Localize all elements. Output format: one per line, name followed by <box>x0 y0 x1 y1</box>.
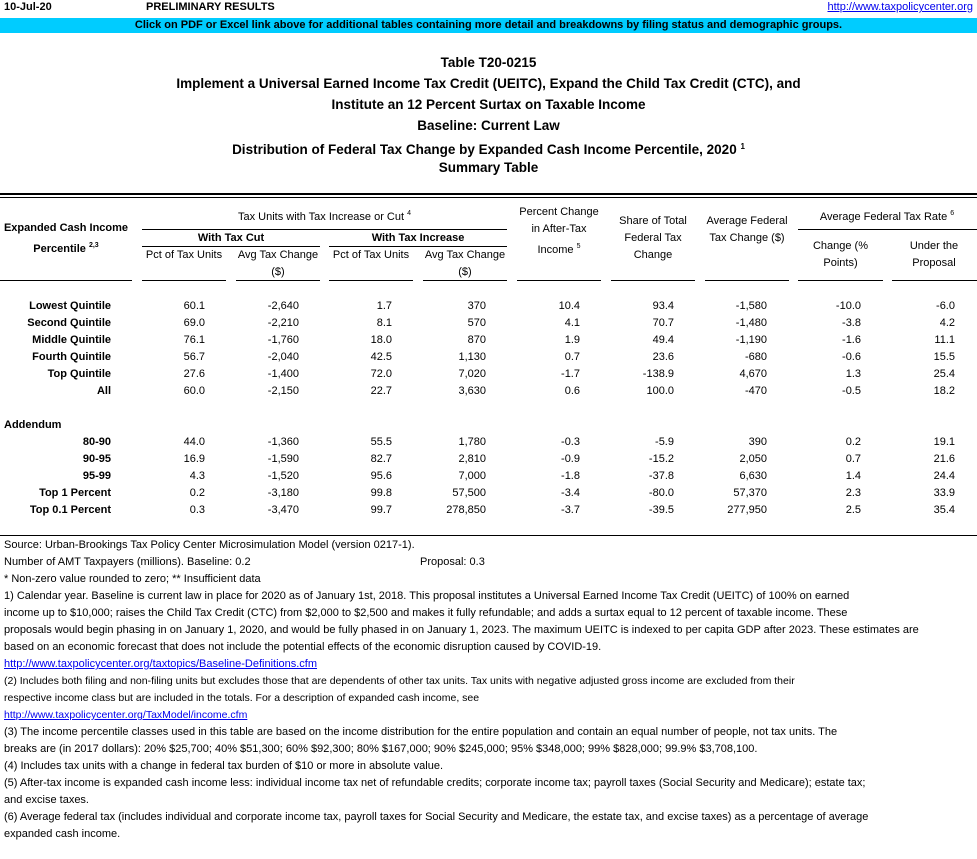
table-cell: -2,150 <box>267 385 299 397</box>
table-row <box>0 502 977 519</box>
col-rule <box>329 280 413 281</box>
table-cell: 6,630 <box>739 470 767 482</box>
table-cell: 60.0 <box>183 385 205 397</box>
footnote-6: (6) Average federal tax (includes individual and corporate income tax, payroll taxes for Social Security and Medicare, the estate tax, and excise taxes) as a percentage of average <box>4 811 869 823</box>
table-cell: 1.9 <box>564 334 580 346</box>
table-row <box>0 485 977 502</box>
row-label: Lowest Quintile <box>29 300 111 312</box>
row-label: 90-95 <box>82 453 111 465</box>
summary-label: Summary Table <box>438 160 539 175</box>
table-cell: -3.4 <box>561 487 580 499</box>
table-title-block <box>0 52 977 178</box>
table-cell: -39.5 <box>648 504 674 516</box>
table-subtitle: Distribution of Federal Tax Change by Expanded Cash Income Percentile, 2020 $^1$ <box>232 142 745 157</box>
table-cell: 2,810 <box>458 453 486 465</box>
table-cell: 0.3 <box>189 504 205 516</box>
table-cell: -80.0 <box>648 487 674 499</box>
table-cell: 7,000 <box>458 470 486 482</box>
table-cell: 57,500 <box>452 487 486 499</box>
col-rule <box>892 280 977 281</box>
table-cell: 35.4 <box>933 504 955 516</box>
footnote-2: respective income class but are included in the totals. For a description of expanded cash income, see <box>4 692 480 704</box>
site-link[interactable]: http://www.taxpolicycenter.org <box>827 1 973 13</box>
amt-note: Number of AMT Taxpayers (millions). Baseline: 0.2 <box>4 556 251 568</box>
baseline-definitions-link[interactable]: http://www.taxpolicycenter.org/taxtopics/Baseline-Definitions.cfm <box>4 658 318 670</box>
table-cell: 570 <box>467 317 486 329</box>
group-tax-units: Tax Units with Tax Increase or Cut $^4$ <box>237 210 412 223</box>
table-row <box>0 451 977 468</box>
table-cell: -2,640 <box>267 300 299 312</box>
col-rate-under: Under the Proposal <box>909 240 959 269</box>
table-cell: 4.2 <box>939 317 955 329</box>
footnote-3: breaks are (in 2017 dollars): 20% $25,700; 40% $51,300; 60% $92,300; 80% $167,000; 90% $245,000; 95% $348,000; 99% $828,000; 99.9% $3,708,100. <box>4 743 758 755</box>
header-rule-top <box>0 193 977 195</box>
baseline-label: Baseline: Current Law <box>417 118 560 133</box>
footnote-6: expanded cash income. <box>4 828 121 840</box>
col-percentile: Expanded Cash Income Percentile $^{2,3}$ <box>3 222 129 255</box>
table-cell: 0.2 <box>845 436 861 448</box>
row-label: Top Quintile <box>47 368 111 380</box>
table-cell: 4,670 <box>739 368 767 380</box>
table-cell: 100.0 <box>646 385 674 397</box>
table-cell: 93.4 <box>652 300 674 312</box>
table-cell: 390 <box>748 436 767 448</box>
col-avg-change-inc: Avg Tax Change ($) <box>424 249 506 278</box>
table-cell: -0.5 <box>842 385 861 397</box>
table-cell: 2,050 <box>739 453 767 465</box>
table-cell: -0.3 <box>561 436 580 448</box>
table-row <box>0 332 977 349</box>
table-cell: 870 <box>467 334 486 346</box>
table-cell: 69.0 <box>183 317 205 329</box>
table-title: Implement a Universal Earned Income Tax Credit (UEITC), Expand the Child Tax Credit (CTC), and <box>176 76 801 91</box>
table-cell: 99.8 <box>370 487 392 499</box>
col-rule <box>798 280 883 281</box>
source-note: Source: Urban-Brookings Tax Policy Center Microsimulation Model (version 0217-1). <box>4 539 415 551</box>
table-cell: -1,480 <box>735 317 767 329</box>
table-cell: 49.4 <box>652 334 674 346</box>
table-cell: 76.1 <box>183 334 205 346</box>
footnote-1: income up to $10,000; raises the Child Tax Credit (CTC) from $2,000 to $2,500 and makes it fully refundable; and adds a surtax equal to 12 percent of taxable income. These <box>4 607 848 619</box>
table-cell: 18.0 <box>370 334 392 346</box>
group-with-tax-cut: With Tax Cut <box>197 232 265 244</box>
table-cell: 1.4 <box>845 470 861 482</box>
table-cell: 56.7 <box>183 351 205 363</box>
table-cell: 0.2 <box>189 487 205 499</box>
col-rule <box>0 280 132 281</box>
col-pct-change-after-tax: Percent Change in After-Tax Income $^5$ <box>519 206 599 256</box>
table-row <box>0 349 977 366</box>
row-label: All <box>96 385 111 397</box>
table-cell: 70.7 <box>652 317 674 329</box>
footnote-5: (5) After-tax income is expanded cash income less: individual income tax net of refundable credits; corporate income tax; payroll taxes (Social Security and Medicare); estate tax; <box>4 777 866 789</box>
row-label: Fourth Quintile <box>32 351 111 363</box>
table-cell: -470 <box>744 385 767 397</box>
row-label: Top 0.1 Percent <box>29 504 111 516</box>
table-cell: -0.9 <box>561 453 580 465</box>
table-cell: -3.7 <box>561 504 580 516</box>
col-rule <box>142 280 226 281</box>
report-date: 10-Jul-20 <box>4 1 52 13</box>
table-cell: 4.3 <box>189 470 205 482</box>
row-label: Middle Quintile <box>32 334 111 346</box>
table-cell: 15.5 <box>933 351 955 363</box>
footnote-2: (2) Includes both filing and non-filing units but excludes those that are dependents of other tax units. Tax units with negative adjusted gross income are excluded from their <box>4 675 795 687</box>
col-pct-units-inc: Pct of Tax Units <box>332 249 410 261</box>
col-avg-fed-change: Average Federal Tax Change ($) <box>706 215 788 244</box>
table-cell: 1,130 <box>458 351 486 363</box>
footnote-1: based on an economic forecast that does not include the potential effects of the economic disruption caused by COVID-19. <box>4 641 602 653</box>
table-cell: 4.1 <box>564 317 580 329</box>
table-cell: 1.7 <box>376 300 392 312</box>
footnote-4: (4) Includes tax units with a change in federal tax burden of $10 or more in absolute value. <box>4 760 444 772</box>
table-cell: 44.0 <box>183 436 205 448</box>
footnote-5: and excise taxes. <box>4 794 89 806</box>
col-rule <box>611 280 695 281</box>
footnote-3: (3) The income percentile classes used in this table are based on the income distribution for the entire population and contain an equal number of people, not tax units. The <box>4 726 838 738</box>
col-rule <box>517 280 601 281</box>
table-cell: -138.9 <box>642 368 674 380</box>
row-label: Second Quintile <box>27 317 111 329</box>
table-bottom-rule <box>0 535 977 536</box>
table-cell: 24.4 <box>933 470 955 482</box>
col-rate-change: Change (% Points) <box>812 240 869 269</box>
table-cell: -3,470 <box>267 504 299 516</box>
preliminary-label: PRELIMINARY RESULTS <box>146 1 275 13</box>
table-cell: 60.1 <box>183 300 205 312</box>
table-row <box>0 298 977 315</box>
col-pct-units-cut: Pct of Tax Units <box>145 249 223 261</box>
table-cell: 82.7 <box>370 453 392 465</box>
table-cell: 7,020 <box>458 368 486 380</box>
table-cell: -680 <box>744 351 767 363</box>
table-cell: -15.2 <box>648 453 674 465</box>
table-cell: -3.8 <box>842 317 861 329</box>
footnote-1: 1) Calendar year. Baseline is current law in place for 2020 as of January 1st, 2018. This proposal institutes a Universal Earned Income Tax Credit (UEITC) of 100% on earned <box>4 590 850 602</box>
col-rule <box>236 280 320 281</box>
table-cell: 33.9 <box>933 487 955 499</box>
table-cell: -0.6 <box>842 351 861 363</box>
table-cell: 0.7 <box>564 351 580 363</box>
table-row <box>0 468 977 485</box>
table-cell: 11.1 <box>934 334 955 346</box>
table-id: Table T20-0215 <box>440 55 537 70</box>
header-rule-top-2 <box>0 197 977 198</box>
table-cell: 42.5 <box>370 351 392 363</box>
rate-rule <box>798 229 977 230</box>
table-cell: 57,370 <box>733 487 767 499</box>
table-cell: 18.2 <box>933 385 955 397</box>
table-cell: 0.7 <box>845 453 861 465</box>
table-cell: 16.9 <box>183 453 205 465</box>
table-cell: -1,520 <box>267 470 299 482</box>
table-cell: 99.7 <box>370 504 392 516</box>
col-share-total: Share of Total Federal Tax Change <box>619 215 687 261</box>
table-row <box>0 315 977 332</box>
footnote-1: proposals would begin phasing in on January 1, 2020, and would be fully phased in on January 1, 2023. The maximum UEITC is indexed to per capita GDP after 2023. These estimates are <box>4 624 919 636</box>
table-cell: -2,210 <box>267 317 299 329</box>
table-cell: -1,360 <box>267 436 299 448</box>
table-cell: 10.4 <box>558 300 580 312</box>
table-cell: 55.5 <box>370 436 392 448</box>
table-cell: 278,850 <box>446 504 486 516</box>
table-row <box>0 383 977 400</box>
table-cell: 25.4 <box>933 368 955 380</box>
table-cell: -1,590 <box>267 453 299 465</box>
table-cell: 1.3 <box>845 368 861 380</box>
table-cell: 2.5 <box>845 504 861 516</box>
table-cell: 19.1 <box>933 436 955 448</box>
table-cell: 27.6 <box>183 368 205 380</box>
table-cell: -1,760 <box>267 334 299 346</box>
col-avg-change-cut: Avg Tax Change ($) <box>237 249 319 278</box>
table-title-cont: Institute an 12 Percent Surtax on Taxable Income <box>331 97 646 112</box>
row-label: 95-99 <box>82 470 111 482</box>
table-cell: -1.7 <box>561 368 580 380</box>
table-cell: 8.1 <box>376 317 392 329</box>
table-cell: -37.8 <box>648 470 674 482</box>
table-cell: 3,630 <box>458 385 486 397</box>
row-label: 80-90 <box>82 436 111 448</box>
table-cell: -6.0 <box>936 300 955 312</box>
table-row <box>0 434 977 451</box>
table-cell: 72.0 <box>370 368 392 380</box>
table-cell: -1,400 <box>267 368 299 380</box>
table-cell: 370 <box>467 300 486 312</box>
table-cell: 2.3 <box>845 487 861 499</box>
table-cell: -1.8 <box>561 470 580 482</box>
table-cell: 21.6 <box>933 453 955 465</box>
legend-note: * Non-zero value rounded to zero; ** Insufficient data <box>4 573 261 585</box>
table-cell: -10.0 <box>835 300 861 312</box>
col-rule <box>705 280 789 281</box>
table-cell: -5.9 <box>655 436 674 448</box>
table-cell: -3,180 <box>267 487 299 499</box>
amt-proposal-note: Proposal: 0.3 <box>420 556 485 568</box>
table-cell: -1,190 <box>735 334 767 346</box>
table-cell: -1.6 <box>842 334 861 346</box>
table-cell: 277,950 <box>727 504 767 516</box>
table-cell: 22.7 <box>370 385 392 397</box>
row-label: Top 1 Percent <box>39 487 111 499</box>
group-with-tax-increase: With Tax Increase <box>371 232 465 244</box>
table-cell: 23.6 <box>652 351 674 363</box>
table-cell: 1,780 <box>458 436 486 448</box>
table-cell: -2,040 <box>267 351 299 363</box>
addendum-label: Addendum <box>4 419 62 431</box>
col-rule <box>423 280 507 281</box>
table-cell: 0.6 <box>564 385 580 397</box>
info-banner: Click on PDF or Excel link above for additional tables containing more detail and breakdowns by filing status and demographic groups. <box>0 18 977 33</box>
group-avg-rate: Average Federal Tax Rate $^6$ <box>819 210 955 223</box>
income-definition-link[interactable]: http://www.taxpolicycenter.org/TaxModel/income.cfm <box>4 709 248 721</box>
table-cell: 95.6 <box>370 470 392 482</box>
table-cell: -1,580 <box>735 300 767 312</box>
table-row <box>0 366 977 383</box>
